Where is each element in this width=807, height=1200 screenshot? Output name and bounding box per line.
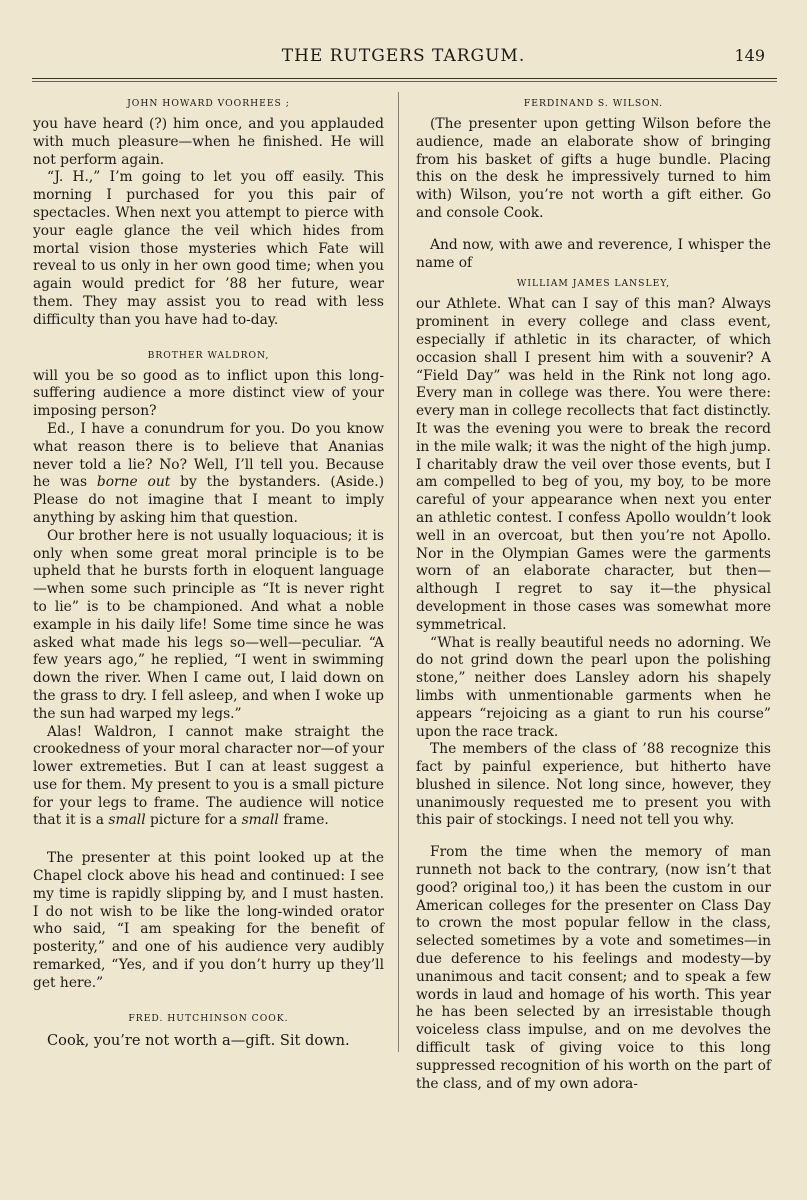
text-run: frame. bbox=[278, 812, 329, 829]
italic-text: small bbox=[241, 812, 279, 829]
paragraph: “J. H.,” I’m going to let you off easily. This morning I purchased for you this pair of spectacles. When next you attempt to pierce with your eagle glance the veil which hides from mortal vision those mysteries which Fate will reveal to us only in her own good time; when you again would predict for ’88 her future, wear them. They may assist you to read with less difficulty than you have had to-day. bbox=[33, 169, 384, 328]
text-run: Alas! Waldron, I cannot make straight the crookedness of your moral character nor—of your lower extremeties. But I can at least suggest a use for them. My present to you is a small picture for your legs to frame. The audience will notice that it is a bbox=[33, 723, 384, 829]
spacer bbox=[33, 993, 384, 1007]
paragraph: From the time when the memory of man runneth not back to the contrary, (now isn’t that good? original too,) it has been the custom in our American colleges for the presenter on Class Day to crown the most popular fellow in the class, selected sometimes by a vote and sometimes—in due deference to his feelings and modesty—by unanimous and tacit consent; and to speak a few words in laud and homage of his worth. This year he has been selected by an irresistable though voiceless class impulse, and on me devolves the difficult task of giving voice to this long suppressed recognition of his worth on the part of the class, and of my own adora- bbox=[416, 844, 771, 1092]
text-run: by the bystanders. (Aside.) Please do not imagine that I meant to imply anything by asking him that question. bbox=[33, 474, 384, 526]
paragraph: our Athlete. What can I say of this man? Always prominent in every college and class event, especially if athletic in its character, of which occasion shall I present him with a souvenir? A “Field Day” was held in the Rink not long ago. Every man in college was there. You were there: every man in college recollects that fact distinctly. It was the evening you were to break the record in the mile walk; it was the night of the high jump. I charitably draw the veil over those events, but I am compelled to beg of you, my boy, to be more careful of your appearance when next you enter an athletic contest. I confess Apollo wouldn’t look well in an overcoat, but then you’re not Apollo. Nor in the Olympian Games were the garments worn of an elaborate character, but then—although I regret to say it—the physical development in those cases was somewhat more symmetrical. bbox=[416, 296, 771, 633]
column-divider bbox=[398, 92, 399, 1052]
spacer bbox=[416, 830, 771, 844]
paragraph: “What is really beautiful needs no adorning. We do not grind down the pearl upon the polishing stone,” neither does Lansley adorn his shapely limbs with unmentionable garments when he appears “rejoicing as a giant to run his course” upon the race track. bbox=[416, 634, 771, 740]
page-number: 149 bbox=[734, 46, 765, 65]
italic-text: small bbox=[108, 812, 146, 829]
italic-text: borne out bbox=[96, 474, 171, 491]
section-heading: JOHN HOWARD VOORHEES ; bbox=[127, 98, 290, 109]
section-heading: BROTHER WALDRON, bbox=[147, 349, 270, 361]
paragraph: you have heard (?) him once, and you applauded with much pleasure—when he finished. He will not perform again. bbox=[33, 116, 384, 168]
paragraph: Our brother here is not usually loquacious; it is only when some great moral principle is to be upheld that he bursts forth in eloquent language—when some such principle as “It is never right to lie” is to be championed. And what a noble example in his daily life! Some time since he was asked what made his legs so—well—peculiar. “A few years ago,” he replied, “I went in swimming down the river. When I came out, I laid down on the grass to dry. I fell asleep, and when I woke up the sun had warped my legs.” bbox=[33, 527, 384, 722]
paragraph: The members of the class of ’88 recognize this fact by painful experience, but hitherto have blushed in silence. Not long since, however, they unanimously requested me to present you with this pair of stockings. I need not tell you why. bbox=[416, 741, 771, 829]
paragraph: The presenter at this point looked up at the Chapel clock above his head and continued: I see my time is rapidly slipping by, and I must hasten. I do not wish to be like the long-winded orator who said, “I am speaking for the benefit of posterity,” and one of his audience very audibly remarked, “Yes, and if you don’t hurry up they’ll get here.” bbox=[33, 850, 384, 991]
section-heading: FERDINAND S. WILSON. bbox=[523, 98, 664, 109]
paragraph: And now, with awe and reverence, I whisper the name of bbox=[416, 236, 771, 271]
paragraph: (The presenter upon getting Wilson before the audience, made an elaborate show of bringing from his basket of gifts a huge bundle. Placing this on the desk he impressively turned to him with) Wilson, you’re not worth a gift either. Go and console Cook. bbox=[416, 116, 771, 221]
spacer bbox=[33, 830, 384, 850]
spacer bbox=[416, 223, 771, 237]
paragraph bbox=[33, 724, 384, 831]
paragraph: will you be so good as to inflict upon this long-suffering audience a more distinct view of your imposing person? bbox=[33, 367, 384, 420]
right-column bbox=[416, 92, 771, 1093]
spacer bbox=[33, 330, 384, 344]
section-heading: WILLIAM JAMES LANSLEY, bbox=[516, 278, 671, 290]
paragraph bbox=[33, 421, 384, 528]
text-run: picture for a bbox=[145, 812, 242, 829]
section-heading: FRED. HUTCHINSON COOK. bbox=[128, 1012, 289, 1024]
header-rule bbox=[32, 78, 777, 79]
header-rule-secondary bbox=[32, 81, 777, 82]
paragraph: Cook, you’re not worth a—gift. Sit down. bbox=[47, 1031, 350, 1049]
left-column bbox=[33, 92, 384, 1050]
running-title: THE RUTGERS TARGUM. bbox=[281, 46, 526, 66]
text-run: Ed., I have a conundrum for you. Do you know what reason there is to believe that Ananias never told a lie? No? Well, I’ll tell you. Because he was bbox=[33, 420, 384, 491]
